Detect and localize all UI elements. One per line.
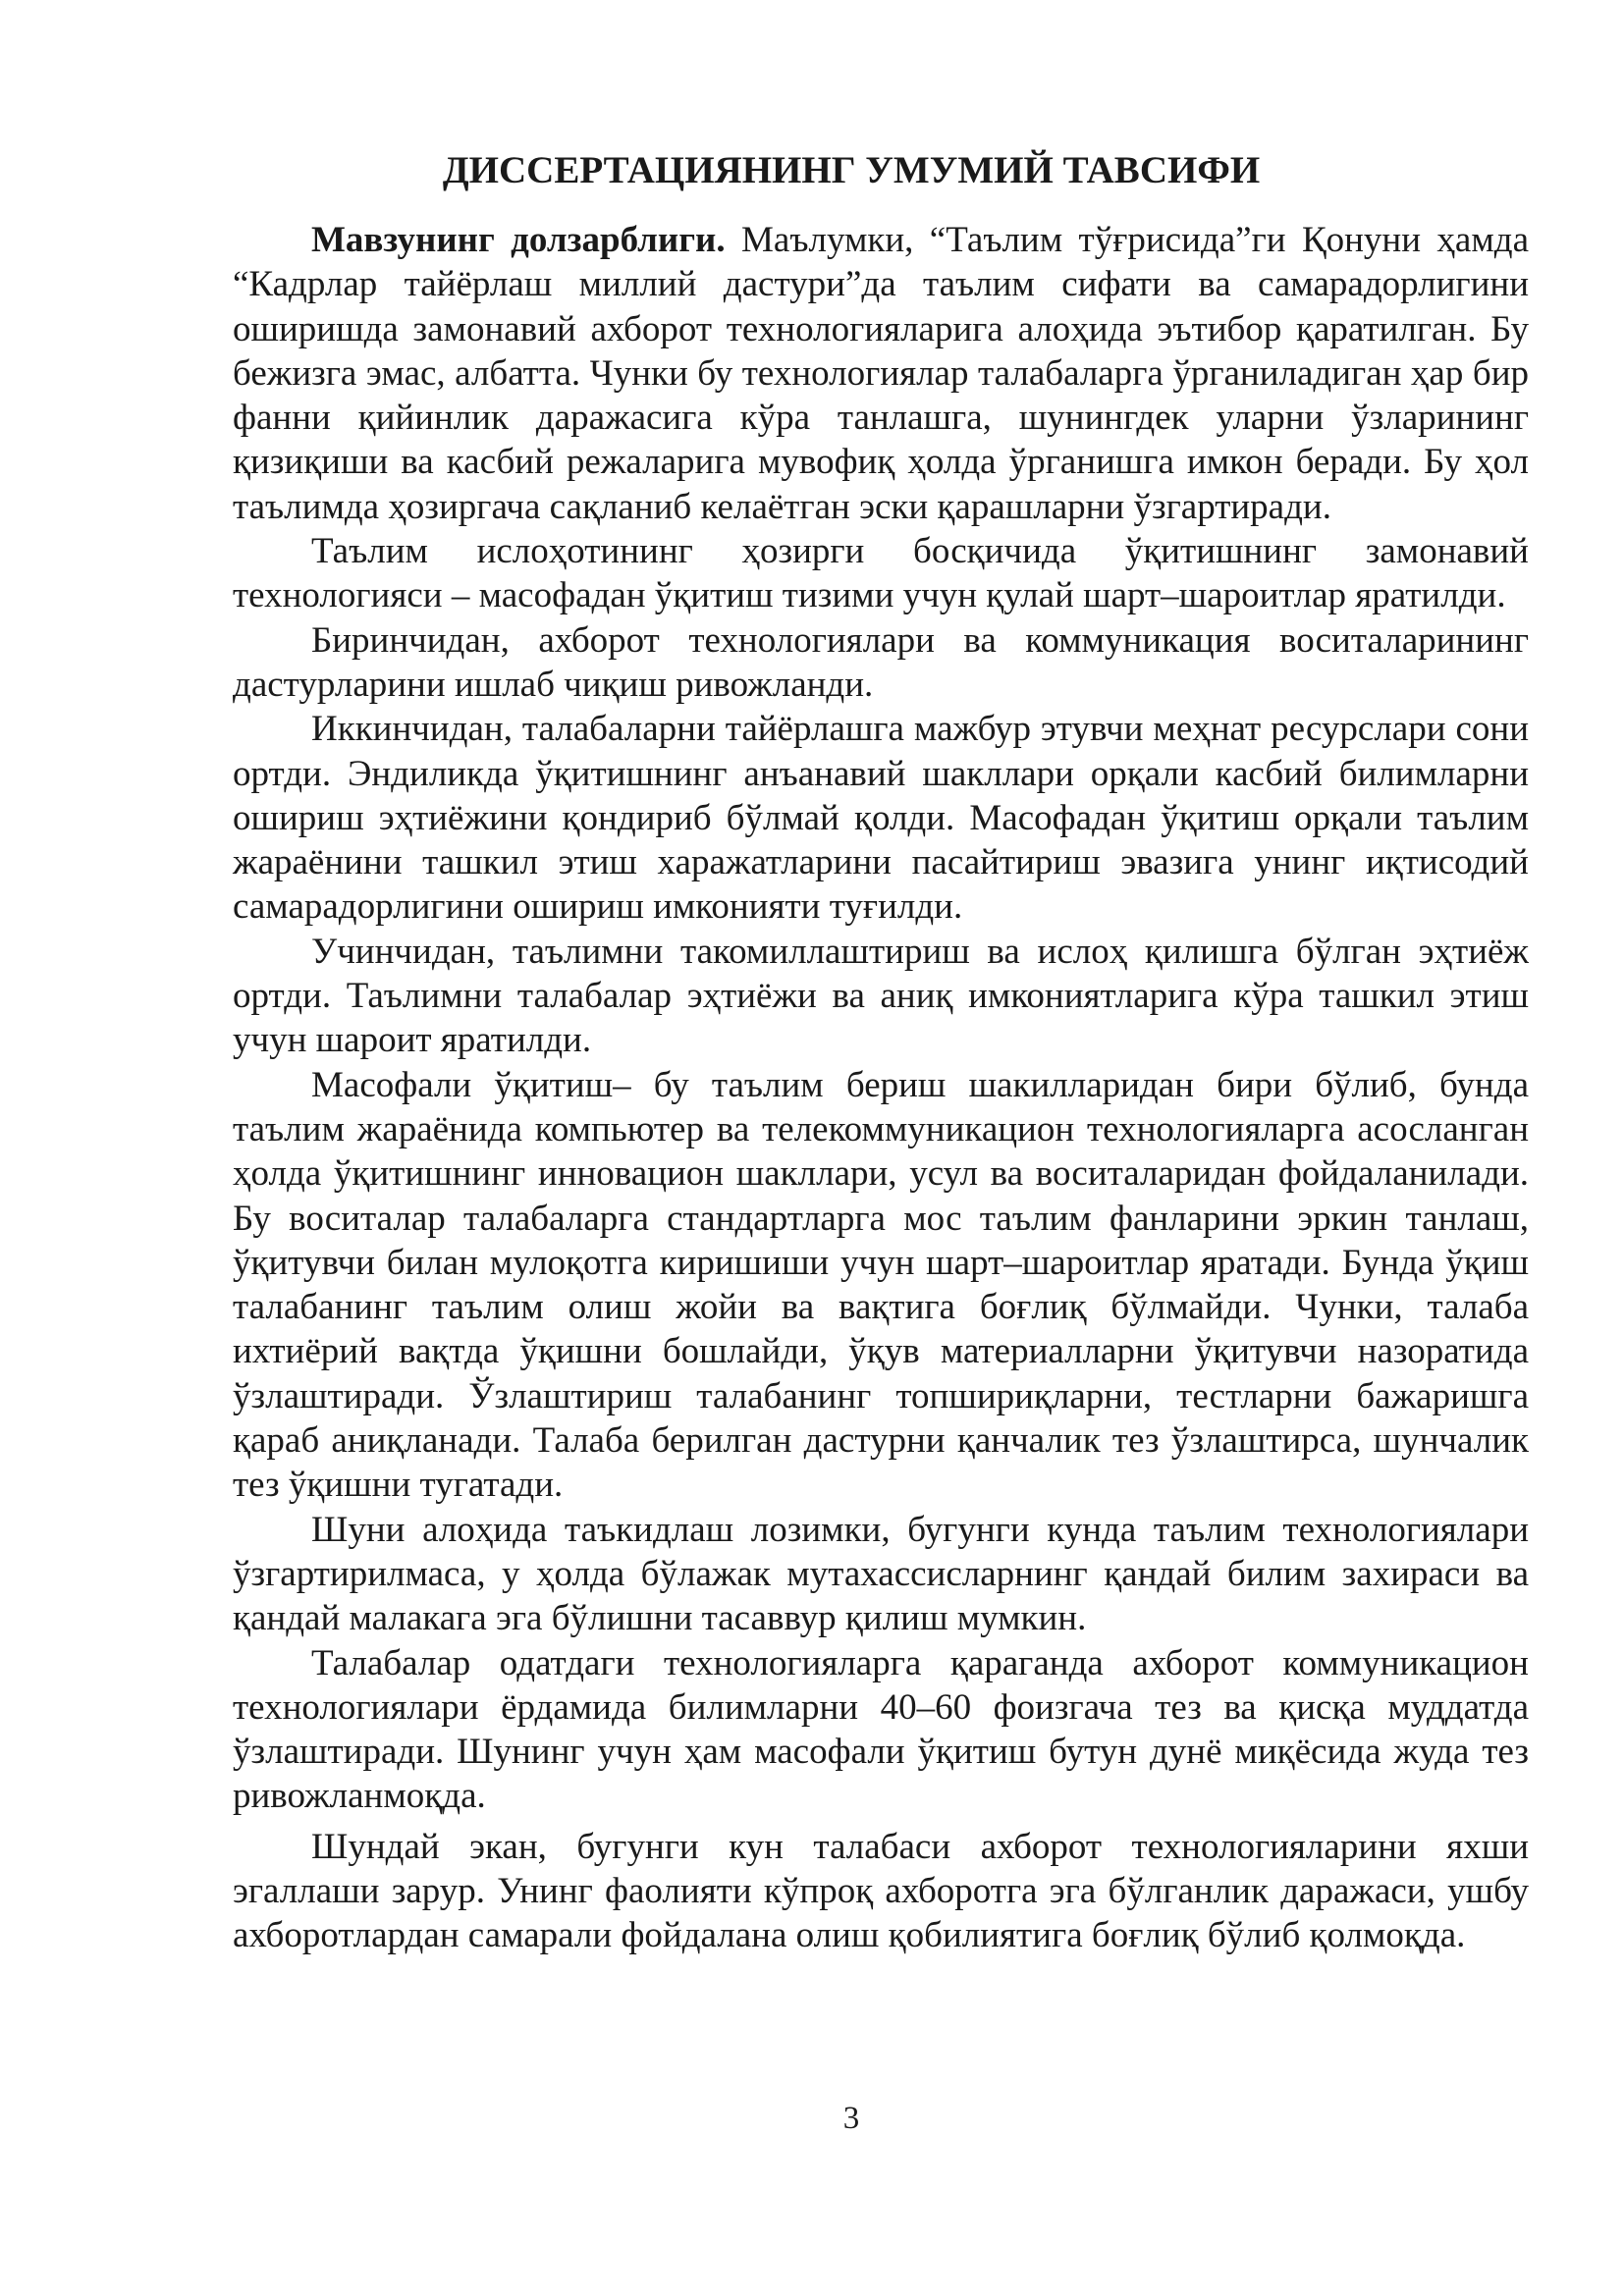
paragraph-lead-heading: Мавзунинг долзарблиги.: [311, 220, 726, 260]
paragraph-relevance: [233, 218, 1529, 529]
paragraph-text: Маълумки, “Таълим тўғрисида”ги Қонуни ҳамда “Кадрлар тайёрлаш миллий дастури”да таълим сифати ва самарадорлигини оширишда замонавий ахборот технологияларига алоҳида эътибор қаратилган. Бу бежизга эмас, албатта. Чунки бу технологиялар талабаларга ўрганиладиган ҳар бир фанни қийинлик даражасига кўра танлашга, шунингдек уларни ўзларининг қизиқиши ва касбий режаларига мувофиқ ҳолда ўрганишга имкон беради. Бу ҳол таълимда ҳозиргача сақланиб келаётган эски қарашларни ўзгартиради.: [233, 220, 1530, 527]
paragraph: Шундай экан, бугунги кун талабаси ахборот технологияларини яхши эгаллаши зарур. Унинг фаолияти кўпроқ ахборотга эга бўлганлик даражаси, ушбу ахборотлардан самарали фойдалана олиш қобилиятига боғлиқ бўлиб қолмоқда.: [233, 1826, 1529, 1956]
paragraph: Талабалар одатдаги технологияларга қараганда ахборот коммуникацион технологиялари ёрдамида билимларни 40‒60 фоизгача тез ва қисқа муддатда ўзлаштиради. Шунинг учун ҳам масофали ўқитиш бутун дунё миқёсида жуда тез ривожланмоқда.: [233, 1642, 1529, 1817]
paragraph: Иккинчидан, талабаларни тайёрлашга мажбур этувчи меҳнат ресурслари сони ортди. Эндиликда ўқитишнинг анъанавий шакллари орқали касбий билимларни ошириш эҳтиёжини қондириб бўлмай қолди. Масофадан ўқитиш орқали таълим жараёнини ташкил этиш харажатларини пасайтириш эвазига унинг иқтисодий самарадорлигини ошириш имконияти туғилди.: [233, 709, 1529, 928]
paragraph: Масофали ўқитиш‒ бу таълим бериш шакилларидан бири бўлиб, бунда таълим жараёнида компьютер ва телекоммуникацион технологияларга асосланган ҳолда ўқитишнинг инновацион шакллари, усул ва воситаларидан фойдаланилади. Бу воситалар талабаларга стандартларга мос таълим фанларини эркин танлаш, ўқитувчи билан мулоқотга киришиши учун шарт‒шароитлар яратади. Бунда ўқиш талабанинг таълим олиш жойи ва вақтига боғлиқ бўлмайди. Чунки, талаба ихтиёрий вақтда ўқишни бошлайди, ўқув материалларни ўқитувчи назоратида ўзлаштиради. Ўзлаштириш талабанинг топшириқларни, тестларни бажаришга қараб аниқланади. Талаба берилган дастурни қанчалик тез ўзлаштирса, шунчалик тез ўқишни тугатади.: [233, 1064, 1529, 1506]
paragraph: Таълим ислоҳотининг ҳозирги босқичида ўқитишнинг замонавий технологияси – масофадан ўқитиш тизими учун қулай шарт‒шароитлар яратилди.: [233, 531, 1529, 616]
paragraph: Шуни алоҳида таъкидлаш лозимки, бугунги кунда таълим технологиялари ўзгартирилмаса, у ҳолда бўлажак мутахассисларнинг қандай билим захираси ва қандай малакага эга бўлишни тасаввур қилиш мумкин.: [233, 1509, 1529, 1639]
page-number: 3: [842, 2101, 860, 2136]
page-title: ДИССЕРТАЦИЯНИНГ УМУМИЙ ТАВСИФИ: [442, 149, 1261, 191]
paragraph: Учинчидан, таълимни такомиллаштириш ва ислоҳ қилишга бўлган эҳтиёж ортди. Таълимни талабалар эҳтиёжи ва аниқ имкониятларига кўра ташкил этиш учун шароит яратилди.: [233, 931, 1529, 1061]
document-body: [233, 218, 1529, 1958]
paragraph: Биринчидан, ахборот технологиялари ва коммуникация воситаларининг дастурларини ишлаб чиқиш ривожланди.: [233, 619, 1529, 705]
